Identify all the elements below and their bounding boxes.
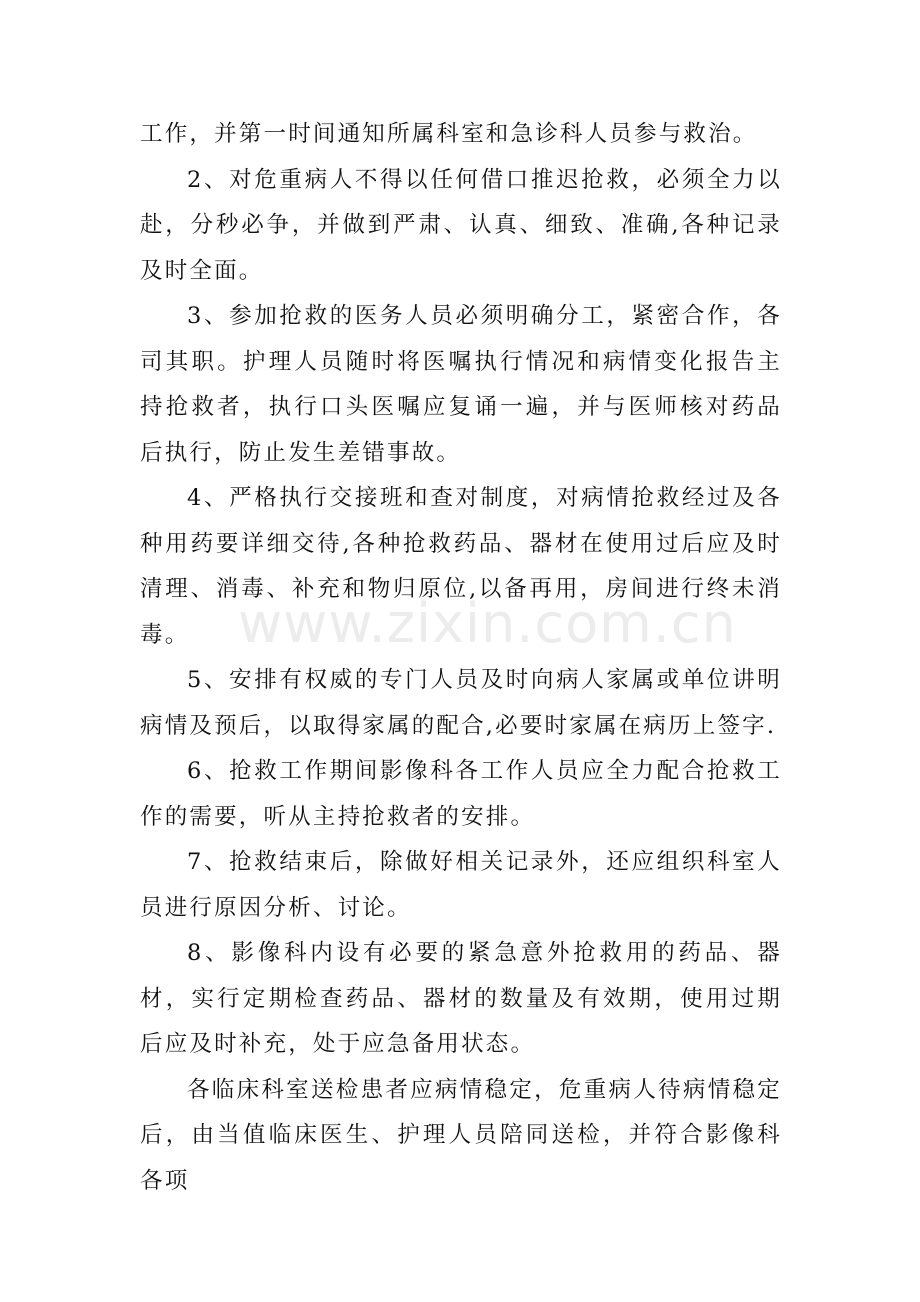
paragraph-item-6: 6、抢救工作期间影像科各工作人员应全力配合抢救工作的需要，听从主持抢救者的安排。 — [140, 758, 782, 830]
paragraph-item-8: 8、影像科内设有必要的紧急意外抢救用的药品、器材，实行定期检查药品、器材的数量及有效期，使用过期后应及时补充，处于应急备用状态。 — [140, 940, 782, 1057]
paragraph-item-7: 7、抢救结束后，除做好相关记录外，还应组织科室人员进行原因分析、讨论。 — [140, 849, 782, 921]
paragraph-item-4: 4、严格执行交接班和查对制度，对病情抢救经过及各种用药要详细交待,各种抢救药品、器材在使用过后应及时清理、消毒、补充和物归原位,以备再用，房间进行终未消毒。 — [140, 485, 782, 648]
document-body — [140, 112, 782, 1204]
paragraph-item-3: 3、参加抢救的医务人员必须明确分工，紧密合作，各司其职。护理人员随时将医嘱执行情况和病情变化报告主持抢救者，执行口头医嘱应复诵一遍，并与医师核对药品后执行，防止发生差错事故。 — [140, 303, 782, 466]
paragraph-item-2: 2、对危重病人不得以任何借口推迟抢救，必须全力以赴，分秒必争，并做到严肃、认真、细致、准确,各种记录及时全面。 — [140, 166, 782, 284]
paragraph-clinical-referral: 各临床科室送检患者应病情稳定，危重病人待病情稳定后，由当值临床医生、护理人员陪同送检，并符合影像科各项 — [140, 1076, 782, 1194]
paragraph-item-5: 5、安排有权威的专门人员及时向病人家属或单位讲明病情及预后，以取得家属的配合,必要时家属在病历上签字. — [140, 667, 782, 739]
watermark-text: www.zixin.com.cn — [238, 592, 737, 655]
paragraph-continuation: 工作，并第一时间通知所属科室和急诊科人员参与救治。 — [140, 121, 758, 147]
